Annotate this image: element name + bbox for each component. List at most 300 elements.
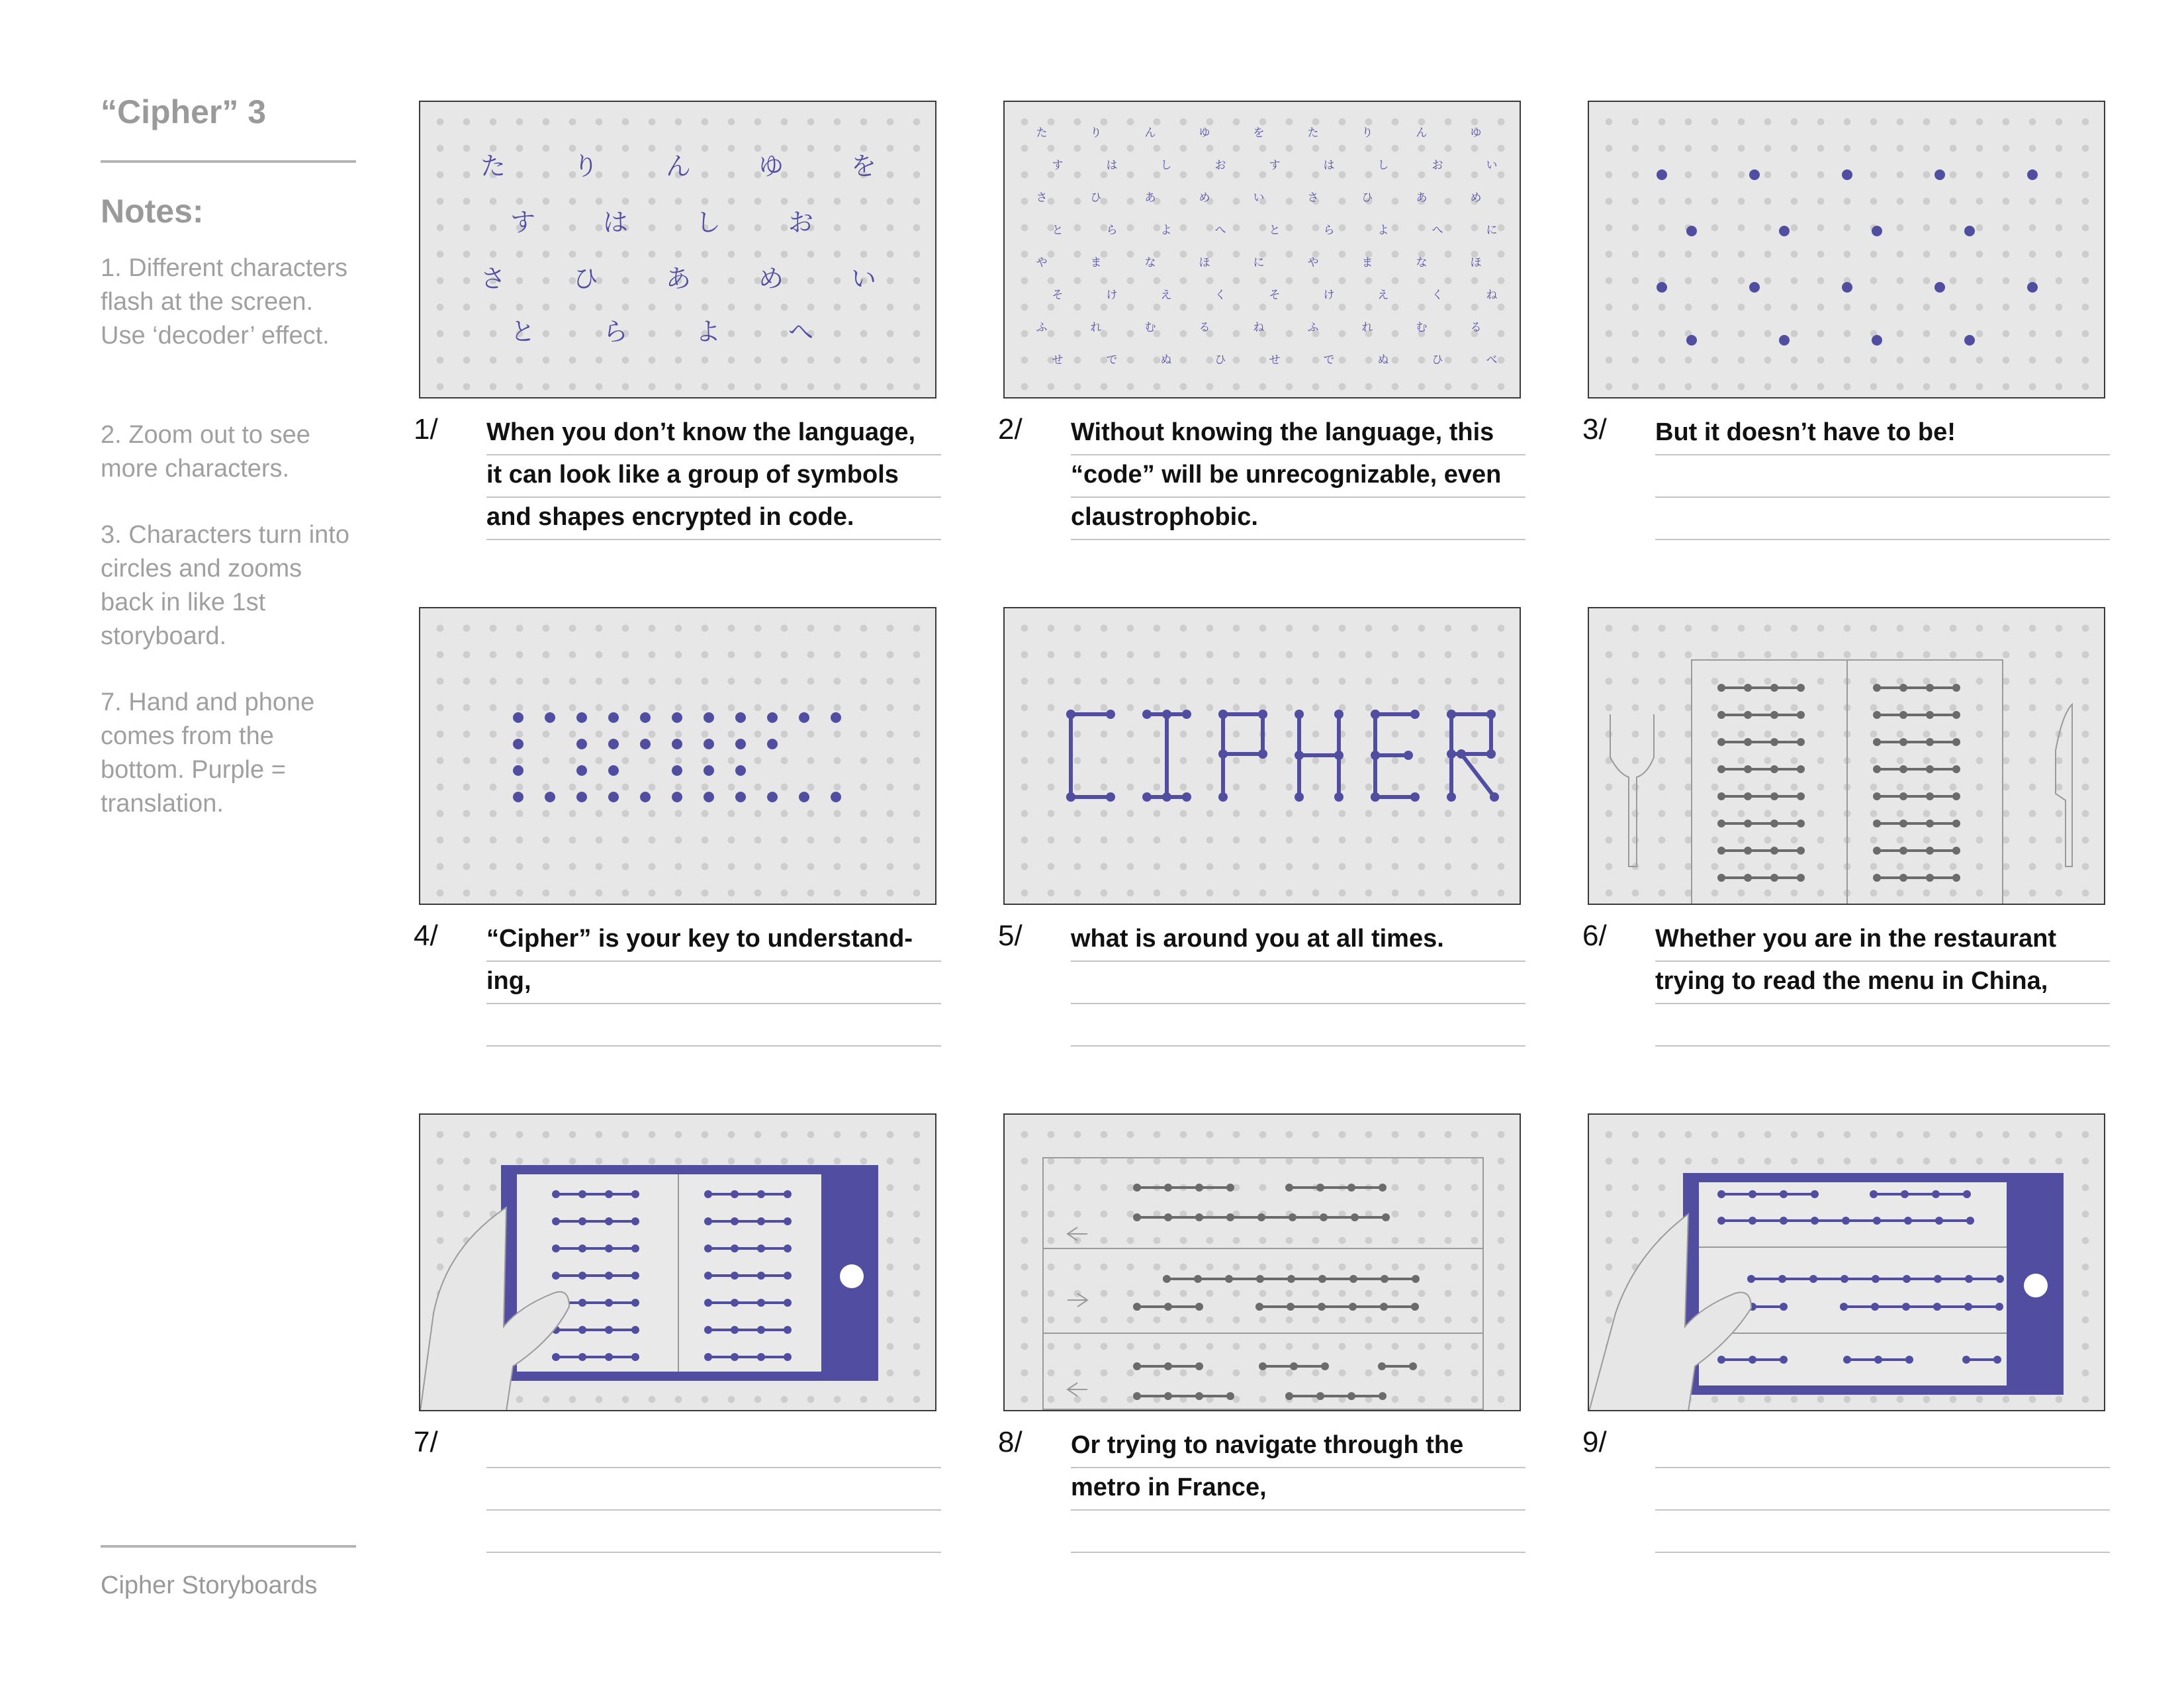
translated-item-dot — [784, 1244, 792, 1252]
caption-line — [486, 1003, 941, 1047]
arrow-left-icon — [1068, 1227, 1087, 1241]
caption-text: But it doesn’t have to be! — [1655, 418, 1956, 446]
menu-item-dot — [1744, 765, 1752, 773]
menu-item-dot — [1873, 874, 1881, 882]
translated-item-dot — [578, 1272, 586, 1280]
translated-line-dot — [1993, 1356, 2001, 1364]
kana-character: る — [1199, 321, 1210, 334]
symbol-dot — [1657, 282, 1667, 293]
menu-item-dot — [1873, 738, 1881, 746]
kana-character: に — [1486, 224, 1498, 237]
kana-character: れ — [1361, 321, 1373, 334]
metro-line-dot — [1164, 1303, 1172, 1311]
frame-illustration — [1589, 1115, 2104, 1410]
kana-character: を — [850, 152, 877, 181]
translated-item-dot — [605, 1353, 613, 1361]
letter-node — [1334, 751, 1343, 760]
symbol-dot — [576, 765, 587, 776]
translated-item-dot — [552, 1217, 560, 1225]
metro-line-dot — [1226, 1392, 1234, 1400]
kana-character: ね — [1253, 321, 1265, 334]
metro-line-dot — [1256, 1275, 1264, 1283]
translated-line-dot — [1749, 1190, 1756, 1198]
metro-line-dot — [1195, 1303, 1203, 1311]
kana-character: ほ — [1199, 256, 1210, 269]
symbol-dot — [1686, 335, 1697, 346]
translated-line-dot — [1780, 1303, 1788, 1311]
menu-item-dot — [1770, 792, 1778, 800]
panel-frame — [1588, 607, 2105, 905]
metro-line-dot — [1226, 1184, 1234, 1192]
menu-item-dot — [1899, 792, 1907, 800]
metro-line-dot — [1133, 1213, 1141, 1221]
metro-line-dot — [1320, 1213, 1328, 1221]
translated-item-dot — [578, 1190, 586, 1198]
symbol-dot — [1749, 169, 1760, 180]
kana-character: へ — [1214, 224, 1226, 237]
caption-line — [486, 961, 941, 1004]
kana-character: ぬ — [1160, 353, 1172, 367]
kana-character: ら — [1323, 224, 1335, 237]
translated-item-dot — [704, 1299, 712, 1307]
menu-item-dot — [1926, 792, 1934, 800]
kana-character: す — [1052, 159, 1064, 172]
metro-line-dot — [1195, 1392, 1203, 1400]
symbol-dot — [513, 765, 523, 776]
kana-character: そ — [1052, 289, 1064, 302]
letter-node — [1410, 792, 1420, 802]
metro-line-dot — [1318, 1303, 1326, 1311]
arrow-right-icon — [1068, 1293, 1087, 1307]
menu-item-dot — [1770, 765, 1778, 773]
menu-item-dot — [1744, 684, 1752, 692]
metro-line-dot — [1285, 1184, 1293, 1192]
caption-line — [1071, 1425, 1525, 1468]
caption-text: it can look like a group of symbols — [486, 461, 899, 489]
translated-line-dot — [1902, 1303, 1910, 1311]
kana-character: た — [480, 152, 506, 181]
menu-item-dot — [1952, 874, 1960, 882]
translated-item-dot — [578, 1244, 586, 1252]
kana-character: さ — [1307, 191, 1319, 205]
symbol-dot — [1964, 226, 1975, 236]
translated-line-dot — [1809, 1275, 1817, 1283]
kana-character: や — [1307, 256, 1319, 269]
phone-home-button — [840, 1264, 864, 1288]
symbol-dot — [1872, 335, 1882, 346]
kana-character: で — [1323, 353, 1335, 367]
menu-item-dot — [1899, 847, 1907, 855]
letter-node — [1106, 710, 1115, 719]
symbol-dot — [672, 792, 682, 802]
translated-item-dot — [731, 1326, 739, 1334]
letter-node — [1371, 751, 1380, 760]
letter-node — [1106, 792, 1115, 802]
menu-item-dot — [1899, 820, 1907, 827]
letter-stroke — [1461, 754, 1494, 797]
kana-character: へ — [788, 317, 814, 346]
arrow-left-icon — [1068, 1383, 1087, 1396]
kana-character: さ — [1036, 191, 1048, 205]
symbol-dot — [1964, 335, 1975, 346]
menu-item-dot — [1952, 738, 1960, 746]
letter-node — [1218, 749, 1228, 759]
kana-character: な — [1416, 256, 1428, 269]
symbol-dot — [576, 739, 587, 749]
caption-line — [1071, 496, 1525, 540]
kana-character: け — [1323, 289, 1335, 302]
translated-item-dot — [784, 1326, 792, 1334]
kana-character: い — [1253, 191, 1265, 205]
letter-node — [1371, 792, 1380, 802]
menu-item-dot — [1899, 738, 1907, 746]
frame-illustration — [420, 102, 935, 397]
frame-illustration — [1005, 1115, 1520, 1410]
footer-label: Cipher Storyboards — [101, 1571, 318, 1599]
frame-illustration — [1589, 102, 2104, 397]
metro-line-dot — [1164, 1213, 1172, 1221]
symbol-dot — [799, 792, 809, 802]
translated-line-dot — [1780, 1356, 1788, 1364]
kana-character: ん — [665, 152, 692, 181]
translated-item-dot — [731, 1299, 739, 1307]
symbol-dot — [545, 712, 555, 723]
translated-item-dot — [605, 1272, 613, 1280]
symbol-dot — [1749, 282, 1760, 293]
translated-item-dot — [731, 1272, 739, 1280]
menu-item-dot — [1717, 792, 1725, 800]
translated-item-dot — [784, 1272, 792, 1280]
panel-number: 4/ — [414, 919, 438, 952]
symbol-dot — [640, 712, 651, 723]
metro-line-dot — [1133, 1392, 1141, 1400]
translated-line-dot — [1841, 1275, 1848, 1283]
metro-line-dot — [1411, 1303, 1419, 1311]
kana-character: ね — [1486, 289, 1498, 302]
translated-line-dot — [1934, 1275, 1942, 1283]
caption-line — [1655, 918, 2110, 962]
menu-item-dot — [1926, 765, 1934, 773]
metro-line-dot — [1316, 1392, 1324, 1400]
translated-item-dot — [605, 1190, 613, 1198]
caption-line — [1071, 918, 1525, 962]
symbol-dot — [608, 765, 619, 776]
panel-frame — [1003, 101, 1521, 399]
frame-illustration — [1005, 608, 1520, 904]
kana-character: り — [1361, 126, 1373, 140]
symbol-dot — [545, 792, 555, 802]
metro-line-dot — [1259, 1362, 1267, 1370]
kana-character: ゆ — [1470, 126, 1482, 140]
notes-heading: Notes: — [101, 193, 204, 230]
fork-icon — [1610, 714, 1654, 867]
letter-node — [1066, 710, 1075, 719]
translated-line-dot — [1872, 1275, 1880, 1283]
kana-character: し — [695, 208, 721, 237]
kana-character: あ — [1144, 191, 1156, 205]
letter-node — [1162, 792, 1171, 802]
translated-item-dot — [578, 1217, 586, 1225]
symbol-dot — [1934, 169, 1945, 180]
metro-line-dot — [1287, 1275, 1295, 1283]
translated-line-dot — [1780, 1217, 1788, 1225]
translated-line-dot — [1995, 1303, 2003, 1311]
metro-line-dot — [1164, 1362, 1172, 1370]
kana-character: ん — [1144, 126, 1156, 140]
kana-character: け — [1106, 289, 1118, 302]
cipher-wordmark — [1071, 714, 1494, 797]
metro-line-dot — [1379, 1392, 1387, 1400]
letter-node — [1371, 710, 1380, 719]
translated-item-dot — [631, 1299, 639, 1307]
letter-node — [1218, 792, 1228, 802]
frame-illustration — [1005, 102, 1520, 397]
translated-item-dot — [757, 1353, 765, 1361]
metro-line-dot — [1318, 1275, 1326, 1283]
letter-node — [1258, 749, 1267, 759]
panel-frame — [419, 607, 936, 905]
menu-item-dot — [1797, 874, 1805, 882]
note-3: 3. Characters turn into circles and zooms back in like 1st storyboard. — [101, 521, 349, 650]
symbol-dot — [704, 712, 714, 723]
letter-node — [1334, 710, 1343, 719]
symbol-dot — [576, 792, 587, 802]
metro-line-dot — [1351, 1213, 1359, 1221]
metro-line-dot — [1194, 1275, 1202, 1283]
translated-item-dot — [757, 1272, 765, 1280]
kana-character: や — [1036, 256, 1048, 269]
translated-item-dot — [631, 1244, 639, 1252]
kana-character: い — [1486, 159, 1498, 172]
panel-number: 5/ — [998, 919, 1023, 952]
kana-character: ひ — [1361, 191, 1373, 205]
metro-line-dot — [1255, 1303, 1263, 1311]
kana-character: む — [1144, 321, 1156, 334]
panel-frame — [419, 101, 936, 399]
menu-item-dot — [1926, 711, 1934, 719]
caption-line — [1655, 961, 2110, 1004]
translated-item-dot — [631, 1217, 639, 1225]
metro-line-dot — [1379, 1184, 1387, 1192]
metro-line-dot — [1225, 1275, 1233, 1283]
menu-item-dot — [1926, 820, 1934, 827]
caption-line — [1071, 1467, 1525, 1511]
kana-character: せ — [1052, 353, 1064, 367]
menu-item-dot — [1873, 820, 1881, 827]
menu-item-dot — [1717, 738, 1725, 746]
caption-text: Whether you are in the restaurant — [1655, 925, 2057, 953]
kana-character: む — [1416, 321, 1428, 334]
kana-character: ひ — [1090, 191, 1102, 205]
caption-line — [486, 496, 941, 540]
kana-character: と — [1052, 224, 1064, 237]
translated-item-dot — [605, 1326, 613, 1334]
kana-character: ん — [1416, 126, 1428, 140]
menu-item-dot — [1770, 847, 1778, 855]
letter-node — [1486, 749, 1496, 759]
metro-line-dot — [1347, 1392, 1355, 1400]
translated-item-dot — [757, 1299, 765, 1307]
translated-item-dot — [605, 1244, 613, 1252]
translated-line-dot — [1811, 1217, 1819, 1225]
phone-screen — [1699, 1182, 2007, 1385]
kana-character: た — [1307, 126, 1319, 140]
translated-item-dot — [605, 1217, 613, 1225]
translated-line-dot — [1870, 1190, 1878, 1198]
symbol-dot — [513, 739, 523, 749]
caption-text: and shapes encrypted in code. — [486, 503, 854, 531]
menu-item-dot — [1873, 792, 1881, 800]
menu-item-dot — [1873, 765, 1881, 773]
translated-item-dot — [757, 1326, 765, 1334]
translated-item-dot — [784, 1190, 792, 1198]
panel-number: 9/ — [1582, 1426, 1607, 1458]
menu-item-dot — [1770, 684, 1778, 692]
menu-item-dot — [1926, 738, 1934, 746]
panel-number: 7/ — [414, 1426, 438, 1458]
symbol-dot — [799, 712, 809, 723]
symbol-dot — [735, 739, 746, 749]
caption-line — [1655, 1509, 2110, 1553]
translated-item-dot — [631, 1326, 639, 1334]
menu-item-dot — [1797, 847, 1805, 855]
menu-item-dot — [1952, 820, 1960, 827]
letter-node — [1410, 710, 1420, 719]
metro-line-dot — [1380, 1303, 1388, 1311]
caption-line — [1655, 412, 2110, 455]
metro-line-dot — [1133, 1362, 1141, 1370]
metro-line-dot — [1133, 1184, 1141, 1192]
metro-line-dot — [1163, 1275, 1171, 1283]
symbol-dot — [735, 712, 746, 723]
menu-item-dot — [1717, 684, 1725, 692]
menu-item-dot — [1797, 820, 1805, 827]
kana-character: ゆ — [1199, 126, 1210, 140]
caption-line — [1071, 454, 1525, 498]
translated-line-dot — [1840, 1303, 1848, 1311]
symbol-dot — [831, 792, 841, 802]
caption-line — [1655, 496, 2110, 540]
symbol-dot — [513, 712, 523, 723]
kana-character: よ — [1377, 224, 1389, 237]
menu-item-dot — [1770, 820, 1778, 827]
translated-item-dot — [631, 1190, 639, 1198]
symbol-dot — [767, 792, 778, 802]
kana-character: た — [1036, 126, 1048, 140]
note-2: 2. Zoom out to see more characters. — [101, 421, 310, 483]
kana-character: れ — [1090, 321, 1102, 334]
panel-frame — [1588, 1113, 2105, 1411]
metro-line-dot — [1349, 1303, 1357, 1311]
letter-node — [1447, 792, 1456, 802]
kana-character: ほ — [1470, 256, 1482, 269]
kana-character: く — [1214, 289, 1226, 302]
caption-line — [486, 918, 941, 962]
symbol-dot — [735, 792, 746, 802]
symbol-dot — [1779, 226, 1790, 236]
kana-character: る — [1470, 321, 1482, 334]
translated-line-dot — [1717, 1356, 1725, 1364]
kana-character: り — [572, 152, 599, 181]
translated-line-dot — [1965, 1275, 1973, 1283]
symbol-dot — [2027, 282, 2038, 293]
kana-character: な — [1144, 256, 1156, 269]
menu-item-dot — [1873, 847, 1881, 855]
translated-line-dot — [1932, 1190, 1940, 1198]
symbol-dot — [767, 712, 778, 723]
translated-line-dot — [1905, 1356, 1913, 1364]
panel-frame — [419, 1113, 936, 1411]
translated-item-dot — [552, 1190, 560, 1198]
translated-line-dot — [1749, 1217, 1756, 1225]
symbol-dot — [672, 765, 682, 776]
symbol-dot — [608, 739, 619, 749]
menu-item-dot — [1717, 820, 1725, 827]
caption-line — [1655, 1003, 2110, 1047]
menu-item-dot — [1926, 684, 1934, 692]
symbol-dot — [1872, 226, 1882, 236]
symbol-dot — [1934, 282, 1945, 293]
kana-character: ゆ — [758, 152, 784, 181]
caption-line — [1071, 412, 1525, 455]
menu-item-dot — [1770, 874, 1778, 882]
caption-line — [1071, 1003, 1525, 1047]
metro-line-dot — [1378, 1362, 1386, 1370]
menu-item-dot — [1952, 792, 1960, 800]
translated-item-dot — [704, 1190, 712, 1198]
metro-line-dot — [1321, 1362, 1329, 1370]
caption-text: Without knowing the language, this — [1071, 418, 1494, 446]
caption-text: what is around you at all times. — [1071, 925, 1444, 953]
translated-item-dot — [552, 1353, 560, 1361]
metro-line-dot — [1133, 1303, 1141, 1311]
translated-item-dot — [578, 1299, 586, 1307]
menu-item-dot — [1717, 847, 1725, 855]
menu-item-dot — [1873, 684, 1881, 692]
translated-line-dot — [1933, 1303, 1941, 1311]
frame-illustration — [1589, 608, 2104, 904]
translated-item-dot — [757, 1244, 765, 1252]
menu-item-dot — [1797, 792, 1805, 800]
metro-line-dot — [1349, 1275, 1357, 1283]
menu-item-dot — [1717, 765, 1725, 773]
symbol-dot — [735, 765, 746, 776]
kana-character: よ — [695, 317, 721, 346]
menu-item-dot — [1926, 847, 1934, 855]
translated-line-dot — [1962, 1356, 1970, 1364]
translated-item-dot — [704, 1326, 712, 1334]
metro-line-dot — [1195, 1184, 1203, 1192]
caption-line — [486, 1467, 941, 1511]
translated-item-dot — [578, 1326, 586, 1334]
metro-line-dot — [1289, 1213, 1297, 1221]
kana-character: せ — [1269, 353, 1281, 367]
letter-node — [1295, 751, 1304, 760]
menu-item-dot — [1899, 711, 1907, 719]
translated-item-dot — [731, 1190, 739, 1198]
letter-node — [1295, 792, 1304, 802]
menu-item-dot — [1717, 874, 1725, 882]
letter-node — [1295, 710, 1304, 719]
letter-node — [1182, 792, 1191, 802]
symbol-dot — [704, 739, 714, 749]
caption-line — [486, 454, 941, 498]
symbol-dot — [1842, 169, 1852, 180]
translated-line-dot — [1780, 1190, 1788, 1198]
menu-item-dot — [1770, 711, 1778, 719]
metro-line-dot — [1381, 1275, 1388, 1283]
panel-frame — [1003, 1113, 1521, 1411]
